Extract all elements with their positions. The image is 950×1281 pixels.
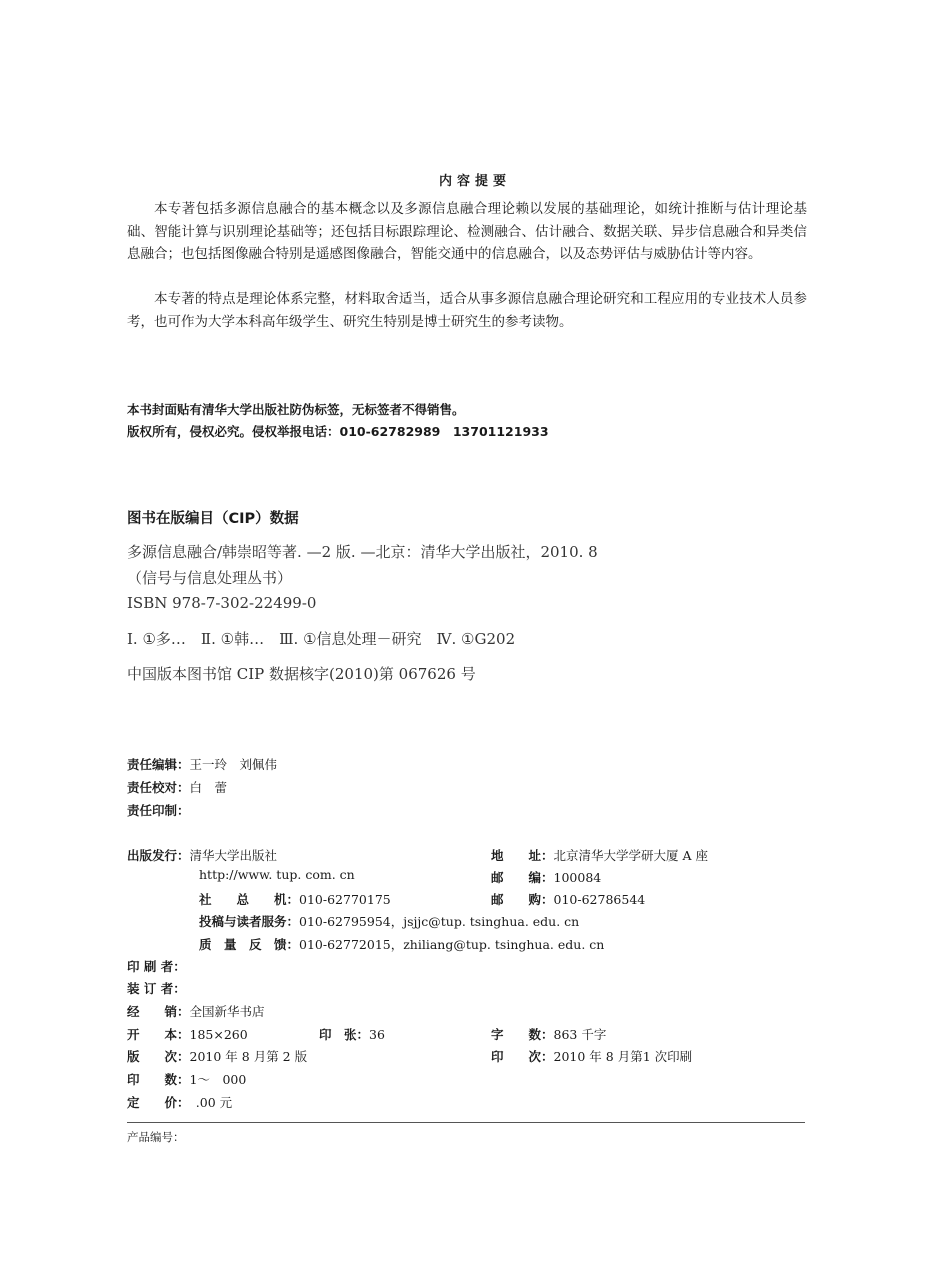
switchboard-label: 社 总 机：: [199, 892, 300, 907]
impression-label: 印 次：: [491, 1049, 554, 1064]
postcode-label: 邮 编：: [491, 870, 554, 885]
cip-line-isbn: ISBN 978-7-302-22499-0: [127, 594, 317, 612]
summary-paragraph-2: 本专著的特点是理论体系完整，材料取舍适当，适合从事多源信息融合理论研究和工程应用的专业技术人员参考，也可作为大学本科高年级学生、研究生特别是博士研究生的参考读物。: [127, 291, 807, 330]
publisher-website: http://www. tup. com. cn: [199, 867, 355, 882]
quality-feedback-value: 010-62772015，zhiliang@tup. tsinghua. edu. cn: [299, 937, 605, 952]
cip-line-title-author: 多源信息融合/韩崇昭等著. —2 版. —北京：清华大学出版社，2010. 8: [127, 543, 598, 561]
edition-row: [127, 1046, 307, 1065]
copies-row: [127, 1069, 246, 1088]
copies-value: 1～ 000: [189, 1072, 247, 1087]
price-row: [127, 1092, 232, 1111]
edition-value: 2010 年 8 月第 2 版: [189, 1049, 308, 1064]
summary-paragraph-1: 本专著包括多源信息融合的基本概念以及多源信息融合理论赖以发展的基础理论，如统计推断与估计理论基础、智能计算与识别理论基础等；还包括目标跟踪理论、检测融合、估计融合、数据关联、异步信息融合和异类信息融合；也包括图像融合特别是遥感图像融合，智能交通中的信息融合，以及态势评估与威胁估计等内容。: [127, 201, 807, 263]
distributor-label: 经 销：: [127, 1004, 190, 1019]
copyright-notice: 版权所有，侵权必究。侵权举报电话：010-62782989 13701121933: [127, 424, 549, 439]
mailorder-row: [491, 889, 645, 908]
address-label: 地 址：: [491, 848, 554, 863]
printing-supervisor-label: 责任印制：: [127, 803, 190, 818]
distributor-value: 全国新华书店: [189, 1004, 265, 1019]
impression-row: [491, 1046, 692, 1065]
cip-line-data-number: 中国版本图书馆 CIP 数据核字(2010)第 067626 号: [127, 665, 476, 683]
cip-line-classification: Ⅰ. ①多… Ⅱ. ①韩… Ⅲ. ①信息处理－研究 Ⅳ. ①G202: [127, 630, 516, 648]
format-label: 开 本：: [127, 1027, 190, 1042]
submission-label: 投稿与读者服务：: [199, 914, 300, 929]
copies-label: 印 数：: [127, 1072, 190, 1087]
cip-line-series: （信号与信息处理丛书）: [127, 569, 293, 587]
printing-supervisor-row: [127, 800, 190, 819]
publisher-row: [127, 845, 277, 864]
proofreader-label: 责任校对：: [127, 780, 190, 795]
editor-label: 责任编辑：: [127, 757, 190, 772]
editor-value: 王一玲 刘佩伟: [189, 757, 278, 772]
proofreader-row: [127, 777, 227, 796]
distributor-row: [127, 1001, 265, 1020]
submission-row: [199, 911, 579, 930]
words-value: 863 千字: [553, 1027, 607, 1042]
footer-divider: [127, 1122, 805, 1123]
summary-title: 内容提要: [438, 174, 511, 189]
binder-label: 装 订 者：: [127, 981, 186, 996]
impression-value: 2010 年 8 月第1 次印刷: [553, 1049, 693, 1064]
editor-row: [127, 754, 277, 773]
address-value: 北京清华大学学研大厦 A 座: [553, 848, 708, 863]
switchboard-row: [199, 889, 391, 908]
printer-label: 印 刷 者：: [127, 959, 186, 974]
format-value: 185×260: [189, 1027, 248, 1042]
sheets-row: [319, 1024, 385, 1043]
words-row: [491, 1024, 606, 1043]
mailorder-label: 邮 购：: [491, 892, 554, 907]
product-code-label: 产品编号：: [127, 1130, 185, 1144]
format-row: [127, 1024, 248, 1043]
price-label: 定 价：: [127, 1095, 184, 1110]
postcode-value: 100084: [553, 870, 602, 885]
submission-value: 010-62795954，jsjjc@tup. tsinghua. edu. cn: [299, 914, 580, 929]
address-row: [491, 845, 708, 864]
cip-title: 图书在版编目（CIP）数据: [127, 511, 299, 527]
quality-feedback-label: 质 量 反 馈：: [199, 937, 300, 952]
edition-label: 版 次：: [127, 1049, 190, 1064]
publisher-label: 出版发行：: [127, 848, 190, 863]
postcode-row: [491, 867, 601, 886]
switchboard-value: 010-62770175: [299, 892, 391, 907]
quality-feedback-row: [199, 934, 604, 953]
anti-counterfeit-notice: 本书封面贴有清华大学出版社防伪标签，无标签者不得销售。: [127, 402, 465, 417]
sheets-value: 36: [369, 1027, 385, 1042]
proofreader-value: 白 蕾: [189, 780, 228, 795]
price-value: .00 元: [183, 1095, 233, 1110]
words-label: 字 数：: [491, 1027, 554, 1042]
sheets-label: 印 张：: [319, 1027, 370, 1042]
mailorder-value: 010-62786544: [553, 892, 646, 907]
publisher-name: 清华大学出版社: [189, 848, 278, 863]
